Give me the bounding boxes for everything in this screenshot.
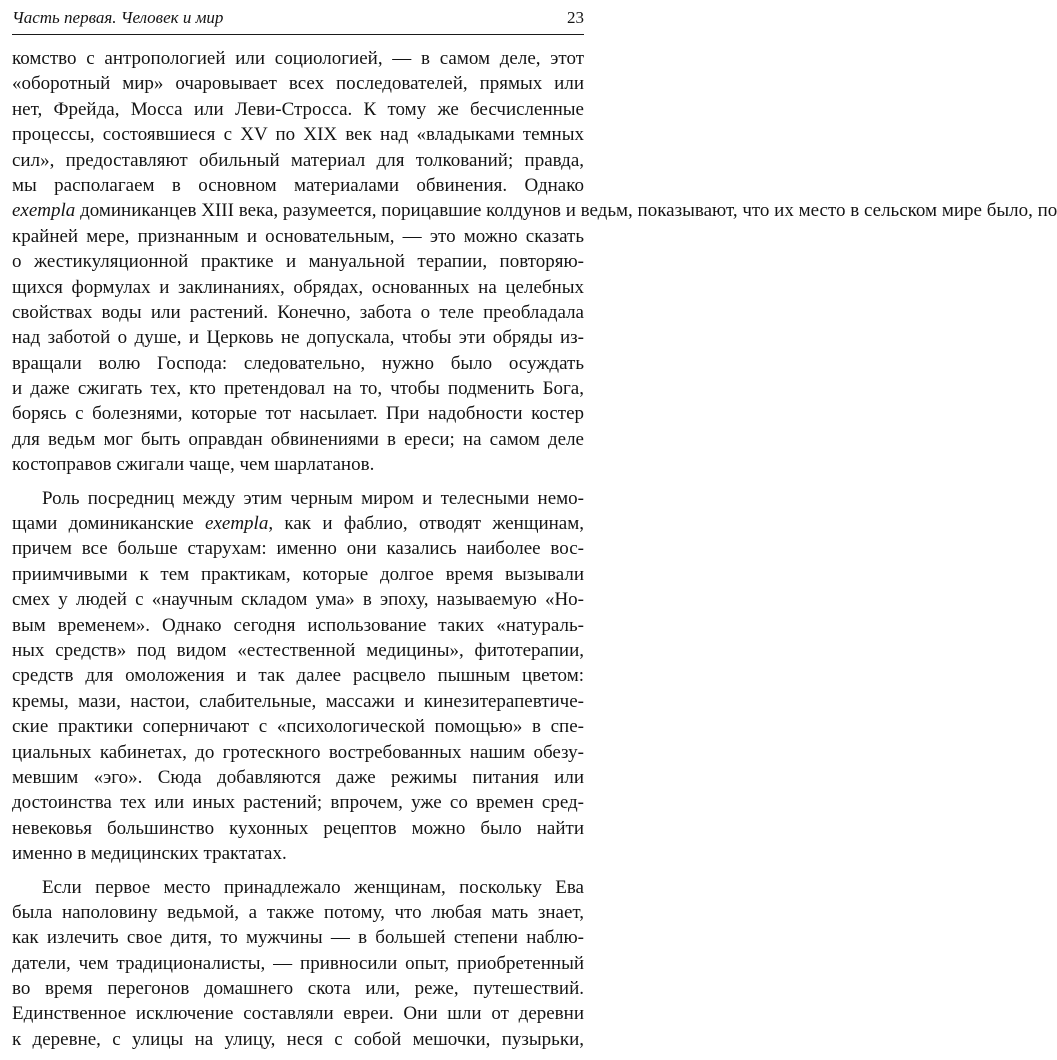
text-line: [12, 663, 584, 688]
text-line: [12, 198, 1057, 223]
text-line: [12, 46, 584, 71]
text-line: [12, 376, 584, 401]
text-run: и даже сжигать тех, кто претендовал на то, чтобы подменить Бога,: [12, 378, 584, 400]
text-line: [12, 300, 584, 325]
text-line: [12, 976, 584, 1001]
text-line: [12, 1027, 584, 1052]
text-line: [12, 875, 584, 900]
text-run: над заботой о душе, и Церковь не допускала, чтобы эти обряды из-: [12, 327, 584, 349]
text-run: ские практики соперничают с «психологической помощью» в спе-: [12, 716, 584, 738]
paragraph: [12, 486, 584, 867]
text-line: [12, 351, 584, 376]
text-run: во время перегонов домашнего скота или, реже, путешествий.: [12, 978, 584, 1000]
text-run: щами доминиканские: [12, 513, 206, 535]
text-line: [12, 925, 584, 950]
text-run: мевшим «эго». Сюда добавляются даже режимы питания или: [12, 766, 584, 788]
text-line: [12, 71, 584, 96]
text-line: [12, 816, 584, 841]
text-run: вым временем». Однако сегодня использование таких «натураль-: [12, 614, 584, 636]
text-run: щихся формулах и заклинаниях, обрядах, основанных на целебных: [12, 276, 584, 298]
text-run: кремы, мази, настои, слабительные, массажи и кинезитерапевтиче-: [12, 690, 584, 712]
text-run: , как и фаблио, отводят женщинам,: [268, 513, 584, 535]
text-run: достоинства тех или иных растений; впрочем, уже со времен сред-: [12, 792, 584, 814]
text-line: [12, 689, 584, 714]
text-run: средств для омоложения и так далее расцвело пышным цветом:: [12, 665, 584, 687]
text-line: [12, 173, 584, 198]
text-line: [12, 325, 584, 350]
text-run: комство с антропологией или социологией, — в самом деле, этот: [12, 48, 584, 69]
italic-term: exempla: [12, 200, 76, 222]
text-line: [12, 765, 584, 790]
text-run: борясь с болезнями, которые тот насылает. При надобности костер: [12, 403, 584, 425]
chapter-title: Часть первая. Человек и мир: [12, 8, 224, 27]
text-line: [12, 427, 584, 452]
text-line: [12, 841, 584, 866]
text-run: доминиканцев XIII века, разумеется, порицавшие колдунов и ведьм, показывают, что их место в сельском мире было, по: [75, 200, 1057, 222]
text-run: была наполовину ведьмой, а также потому, что любая мать знает,: [12, 901, 584, 923]
text-run: для ведьм мог быть оправдан обвинениями в ереси; на самом деле: [12, 428, 584, 450]
text-run: вращали волю Господа: следовательно, нужно было осуждать: [12, 352, 584, 374]
text-line: [12, 613, 584, 638]
text-line: [12, 148, 584, 173]
paragraph: [12, 875, 584, 1053]
text-run: ных средств» под видом «естественной медицины», фитотерапии,: [12, 639, 584, 661]
text-run: о жестикуляционной практике и мануальной терапии, повторяю-: [12, 251, 584, 273]
text-run: причем все больше старухам: именно они казались наиболее вос-: [12, 538, 584, 560]
text-run: сил», предоставляют обильный материал для толкований; правда,: [12, 149, 584, 171]
text-run: «оборотный мир» очаровывает всех последователей, прямых или: [12, 73, 584, 95]
text-line: [12, 587, 584, 612]
text-line: [12, 900, 584, 925]
text-line: [12, 97, 584, 122]
text-line: [12, 224, 584, 249]
text-line: [12, 275, 584, 300]
text-run: костоправов сжигали чаще, чем шарлатанов.: [12, 454, 375, 476]
text-run: циальных кабинетах, до гротескного востребованных нашим обезу-: [12, 741, 584, 763]
text-run: процессы, состоявшиеся с XV по XIX век над «владыками темных: [12, 124, 584, 146]
text-line: [12, 714, 584, 739]
text-run: свойствах воды или растений. Конечно, забота о теле преобладала: [12, 301, 584, 323]
header-rule: [12, 34, 584, 35]
paragraph: [12, 46, 1057, 478]
text-line: [12, 536, 584, 561]
page-number: 23: [567, 8, 584, 27]
text-run: Роль посредниц между этим черным миром и телесными немо-: [42, 487, 584, 509]
text-line: [12, 740, 584, 765]
text-line: [12, 452, 584, 477]
text-line: [12, 638, 584, 663]
body-text: [12, 46, 1057, 1060]
text-line: [12, 249, 584, 274]
text-line: [12, 486, 584, 511]
text-line: [12, 951, 584, 976]
text-run: к деревне, с улицы на улицу, неся с собой мешочки, пузырьки,: [12, 1028, 584, 1050]
text-line: [12, 511, 584, 536]
text-line: [12, 562, 584, 587]
text-run: мы располагаем в основном материалами обвинения. Однако: [12, 174, 584, 196]
text-run: смех у людей с «научным складом ума» в эпоху, называемую «Но-: [12, 589, 584, 611]
text-run: именно в медицинских трактатах.: [12, 843, 287, 865]
text-line: [12, 1001, 584, 1026]
italic-term: exempla: [205, 513, 269, 535]
text-run: невековья большинство кухонных рецептов можно было найти: [12, 817, 584, 839]
text-line: [12, 401, 584, 426]
text-run: Если первое место принадлежало женщинам, поскольку Ева: [42, 876, 584, 898]
text-run: крайней мере, признанным и основательным, — это можно сказать: [12, 225, 584, 247]
running-head: [12, 6, 584, 32]
text-run: Единственное исключение составляли евреи. Они шли от деревни: [12, 1003, 584, 1025]
text-line: [12, 790, 584, 815]
text-run: нет, Фрейда, Мосса или Леви-Стросса. К тому же бесчисленные: [12, 98, 584, 120]
text-run: приимчивыми к тем практикам, которые долгое время вызывали: [12, 563, 584, 585]
text-run: как излечить свое дитя, то мужчины — в большей степени наблю-: [12, 927, 584, 949]
text-line: [12, 122, 584, 147]
text-run: датели, чем традиционалисты, — привносили опыт, приобретенный: [12, 952, 584, 974]
